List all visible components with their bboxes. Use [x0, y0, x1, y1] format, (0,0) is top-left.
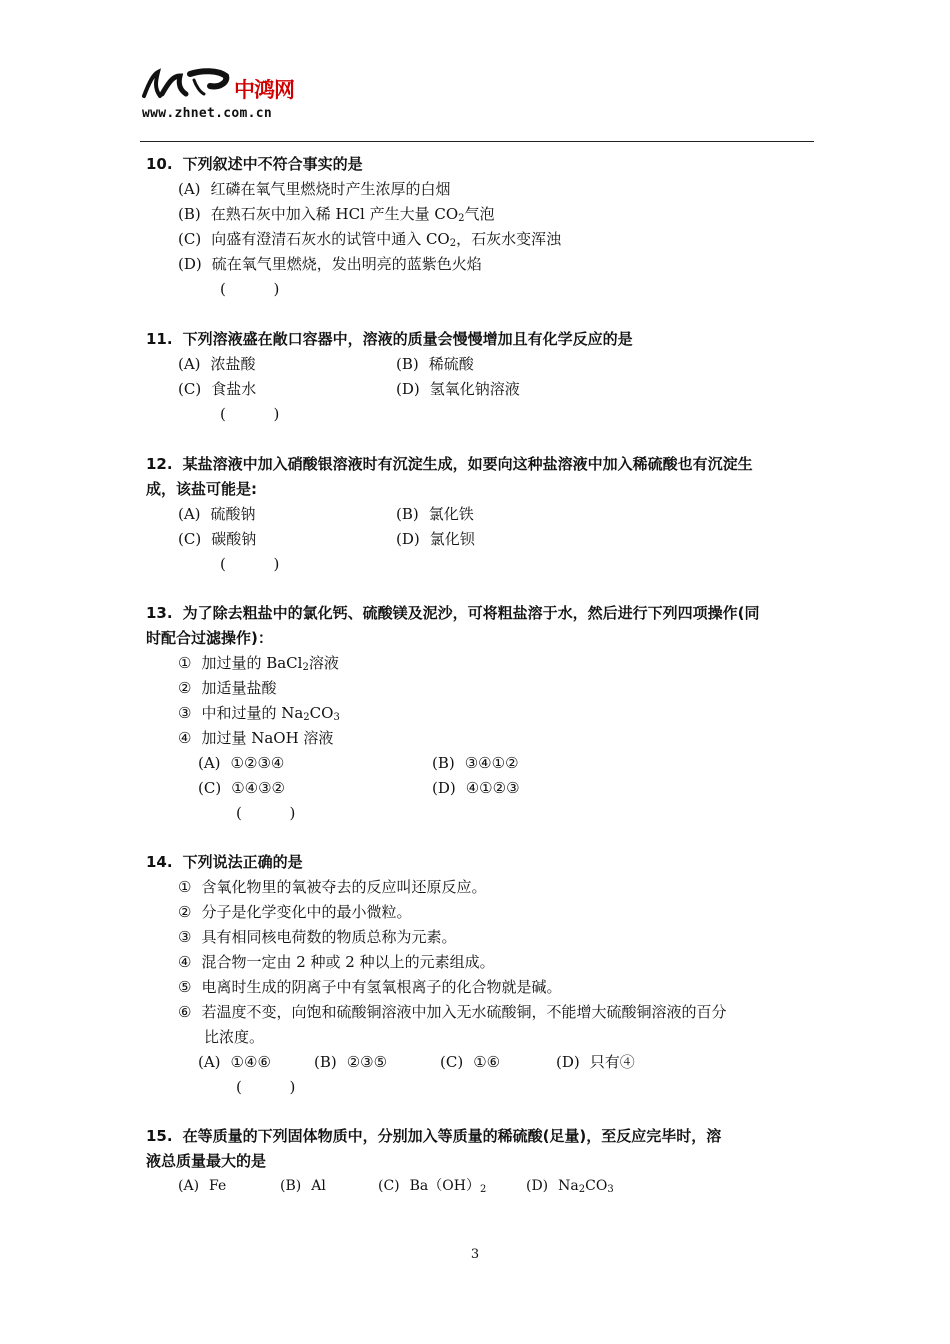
statement-5: ⑤ 电离时生成的阴离子中有氢氧根离子的化合物就是碱。 — [178, 978, 562, 996]
option-b: (B) 稀硫酸 — [396, 355, 474, 373]
brand-name: 中鸿网 — [234, 78, 294, 102]
option-b: (B) 氯化铁 — [396, 505, 474, 523]
question-stem: 13. 为了除去粗盐中的氯化钙、硫酸镁及泥沙，可将粗盐溶于水，然后进行下列四项操作(同 — [146, 604, 760, 622]
option-row — [140, 1174, 816, 1199]
option-c: (C) 向盛有澄清石灰水的试管中通入 $CO_2$，石灰水变浑浊 — [178, 230, 562, 249]
option-a: (A) 浓盐酸 — [178, 355, 256, 373]
option-row — [140, 352, 816, 377]
step-2: ② 加适量盐酸 — [178, 679, 277, 697]
answer-blank: ( ) — [220, 555, 280, 573]
statement-1: ① 含氧化物里的氧被夺去的反应叫还原反应。 — [178, 878, 487, 896]
question-stem: 10. 下列叙述中不符合事实的是 — [146, 155, 363, 173]
question-11 — [140, 327, 816, 427]
option-c: (C) ①④③② — [198, 779, 285, 797]
question-stem: 14. 下列说法正确的是 — [146, 853, 303, 871]
option-row — [140, 502, 816, 527]
option-b: (B) ②③⑤ — [314, 1053, 388, 1071]
option-row — [140, 377, 816, 402]
option-d: (D) 氢氧化钠溶液 — [396, 380, 520, 398]
question-13 — [140, 601, 816, 826]
option-row — [140, 751, 816, 776]
option-row — [140, 1050, 816, 1075]
step-1: ① 加过量的 BaCl$_2$溶液 — [178, 654, 339, 673]
statement-4: ④ 混合物一定由 2 种或 2 种以上的元素组成。 — [178, 953, 495, 971]
option-a: (A) 硫酸钠 — [178, 505, 256, 523]
option-a: (A) Fe — [178, 1178, 227, 1194]
question-stem: 11. 下列溶液盛在敞口容器中，溶液的质量会慢慢增加且有化学反应的是 — [146, 330, 633, 348]
statement-6-continued: 比浓度。 — [204, 1028, 265, 1046]
site-logo[interactable] — [140, 66, 320, 128]
question-14 — [140, 850, 816, 1100]
answer-blank: ( ) — [220, 405, 280, 423]
option-b: (B) Al — [280, 1178, 326, 1194]
step-3: ③ 中和过量的 $Na_2CO_3$ — [178, 704, 340, 723]
option-c: (C) ①⑥ — [440, 1053, 501, 1071]
answer-blank: ( ) — [236, 1078, 296, 1096]
option-d: (D) $Na_2CO_3$ — [526, 1178, 614, 1195]
page-number: 3 — [470, 1247, 480, 1262]
option-c: (C) $Ba(OH)_2$ — [378, 1178, 487, 1195]
question-stem: 15. 在等质量的下列固体物质中，分别加入等质量的稀硫酸(足量)，至反应完毕时，溶 — [146, 1127, 722, 1145]
option-d: (D) 氯化钡 — [396, 530, 475, 548]
header-divider — [140, 141, 814, 142]
option-a: (A) ①②③④ — [198, 754, 285, 772]
option-d: (D) ④①②③ — [432, 779, 520, 797]
option-d: (D) 只有④ — [556, 1053, 635, 1071]
step-4: ④ 加过量 NaOH 溶液 — [178, 729, 334, 747]
question-10 — [140, 152, 816, 302]
statement-3: ③ 具有相同核电荷数的物质总称为元素。 — [178, 928, 457, 946]
option-row — [140, 527, 816, 552]
statement-2: ② 分子是化学变化中的最小微粒。 — [178, 903, 412, 921]
option-d: (D) 硫在氧气里燃烧，发出明亮的蓝紫色火焰 — [178, 255, 482, 273]
option-b: (B) 在熟石灰中加入稀 HCl 产生大量 $CO_2$气泡 — [178, 205, 495, 224]
question-stem-continued: 时配合过滤操作)： — [146, 629, 273, 647]
option-c: (C) 食盐水 — [178, 380, 257, 398]
answer-blank: ( ) — [220, 280, 280, 298]
option-c: (C) 碳酸钠 — [178, 530, 257, 548]
option-a: (A) 红磷在氧气里燃烧时产生浓厚的白烟 — [178, 180, 451, 198]
brush-logo-icon — [140, 66, 232, 102]
option-b: (B) ③④①② — [432, 754, 519, 772]
option-a: (A) ①④⑥ — [198, 1053, 271, 1071]
statement-6: ⑥ 若温度不变，向饱和硫酸铜溶液中加入无水硫酸铜，不能增大硫酸铜溶液的百分 — [178, 1003, 727, 1021]
question-stem: 12. 某盐溶液中加入硝酸银溶液时有沉淀生成，如要向这种盐溶液中加入稀硫酸也有沉淀生 — [146, 455, 753, 473]
question-stem-continued: 液总质量最大的是 — [146, 1152, 267, 1170]
question-15 — [140, 1124, 816, 1199]
question-stem-continued: 成，该盐可能是: — [146, 480, 257, 498]
answer-blank: ( ) — [236, 804, 296, 822]
site-url[interactable]: www.zhnet.com.cn — [142, 106, 273, 121]
question-12 — [140, 452, 816, 577]
option-row — [140, 776, 816, 801]
